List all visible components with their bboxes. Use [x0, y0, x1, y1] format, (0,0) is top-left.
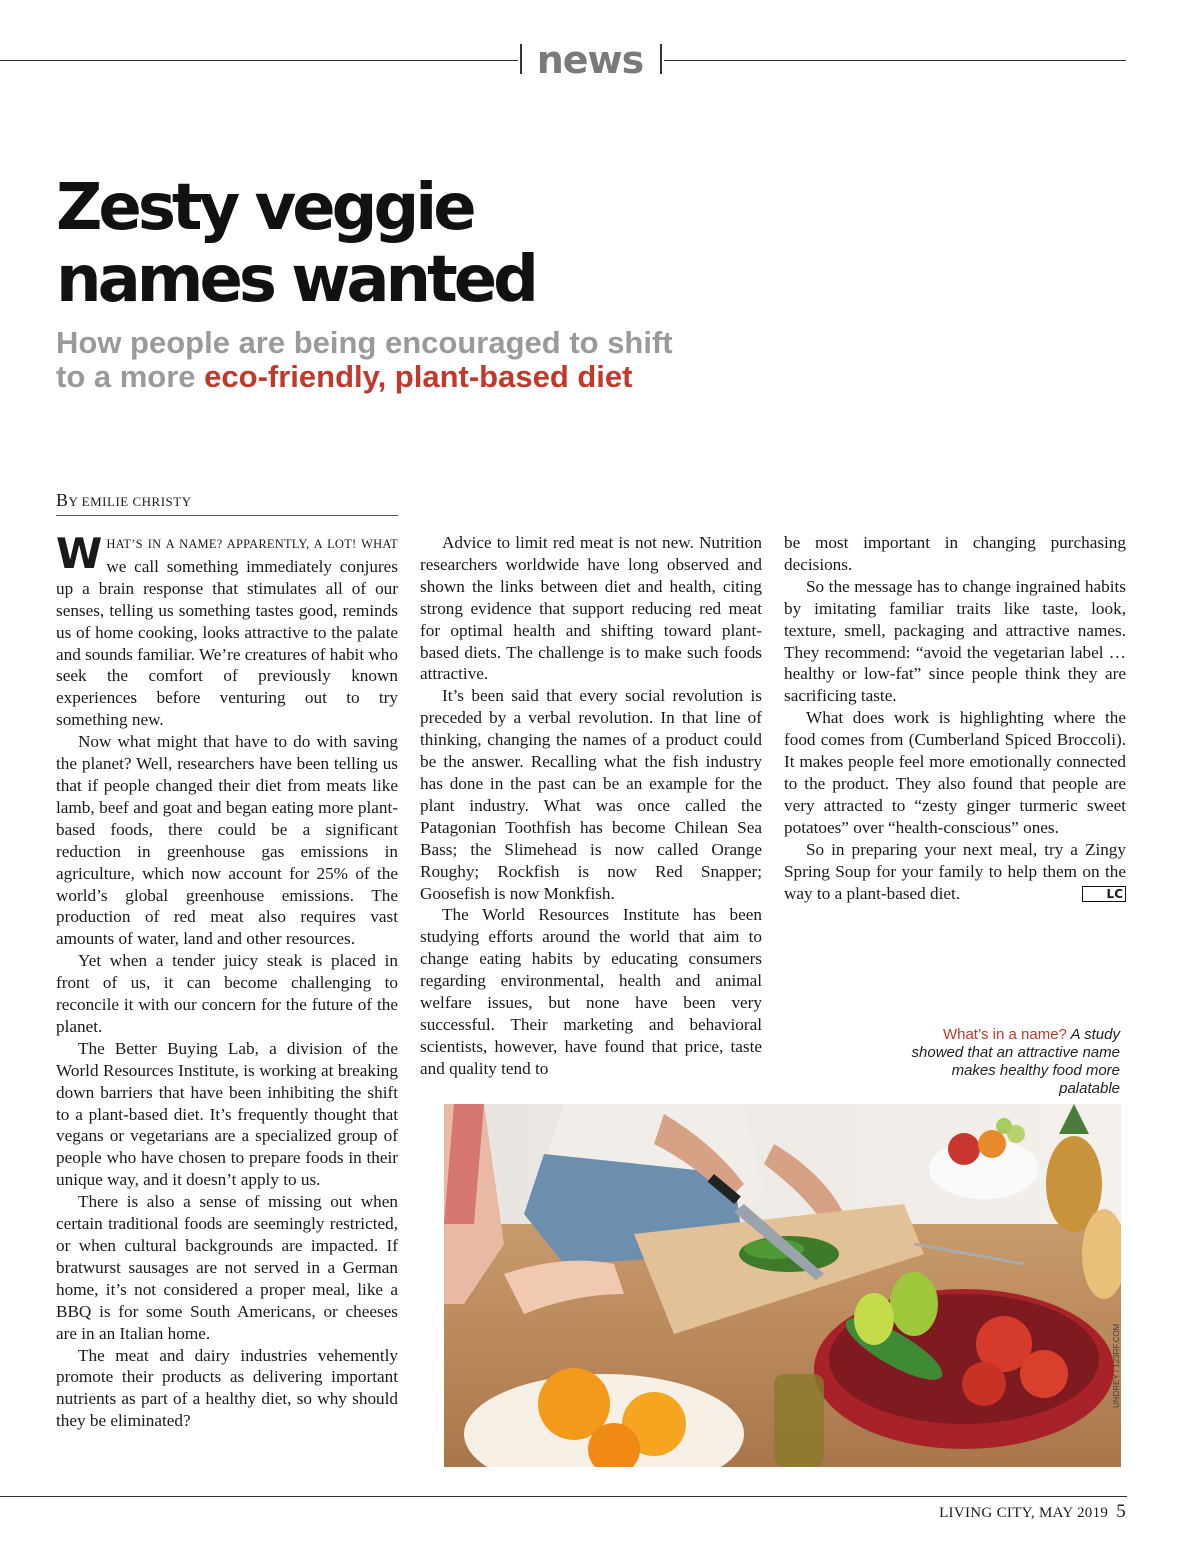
byline-initial: B	[56, 490, 69, 510]
page-number: 5	[1116, 1501, 1126, 1522]
headline-line-1: Zesty veggie	[56, 171, 473, 245]
caption-lead: What’s in a name?	[942, 1026, 1067, 1043]
publication-info: LIVING CITY, MAY 2019	[939, 1505, 1109, 1521]
byline-text: Y EMILIE CHRISTY	[68, 494, 192, 509]
photo-caption	[900, 1026, 1120, 1098]
paragraph-text: So in preparing your next meal, try a Zingy Spring Soup for your family to help them on the way to a plant-based diet.	[784, 839, 1126, 903]
subheadline	[56, 326, 756, 394]
article-column-3	[784, 532, 1126, 904]
footer-rule	[0, 1496, 1127, 1497]
paragraph: What does work is highlighting where the food comes from (Cumberland Spiced Broccoli). It makes people feel more emotionally connected to the product. They also found that people are very attracted to “zesty ginger turmeric sweet potatoes” over “health-conscious” ones.	[784, 708, 1126, 837]
byline	[56, 490, 398, 516]
paragraph: Advice to limit red meat is not new. Nutrition researchers worldwide have long observed and shown the links between diet and health, citing strong evidence that support reducing red meat for optimal health and shifting toward plant-based diets. The challenge is to make such foods attractive.	[420, 533, 762, 684]
paragraph: There is also a sense of missing out when certain traditional foods are seemingly restricted, or when cultural backgrounds are impacted. If bratwurst sausages are not served in a German home, it’s not considered a proper meal, like a BBQ is for some South Americans, or cheeses are in an Italian home.	[56, 1192, 398, 1343]
header-rule-right	[664, 60, 1126, 61]
header-rule-left	[0, 60, 518, 61]
paragraph: The meat and dairy industries vehemently promote their products as delivering important nutrients as part of a healthy diet, so why should they be eliminated?	[56, 1345, 398, 1431]
paragraph: be most important in changing purchasing decisions.	[784, 533, 1126, 574]
headline	[56, 172, 756, 316]
paragraph: The Better Buying Lab, a division of the World Resources Institute, is working at breaking down barriers that have been inhibiting the shift to a plant-based diet. It’s frequently thought that vegans or vegetarians are a specialized group of people who have chosen to prepare foods in their unique way, and it doesn’t apply to us.	[56, 1038, 398, 1190]
header-tick-right	[660, 44, 662, 74]
paragraph-text: we call something immediately conjures up a brain response that stimulates all of our senses, telling us something tastes good, reminds us of home cooking, looks attractive to the palate and sounds familiar. We’re creatures of habit who seek the comfort of previously known experiences before venturing out to try something new.	[56, 556, 398, 730]
subhead-accent: eco-friendly, plant-based diet	[204, 359, 633, 394]
end-mark-logo: LC	[1082, 886, 1126, 902]
subhead-lead: to a more	[56, 359, 205, 394]
section-label: news	[536, 38, 644, 82]
photo-credit: UNDREY / 123RF.COM	[1112, 1323, 1121, 1408]
paragraph	[784, 839, 1126, 905]
header-tick-left	[520, 44, 522, 74]
article-column-1	[56, 529, 398, 1432]
lead-in-caps: HAT’S IN A NAME? APPARENTLY, A LOT! WHAT	[106, 537, 398, 551]
food-prep-photo	[444, 1104, 1121, 1467]
subhead-line-2	[56, 360, 756, 394]
paragraph: The World Resources Institute has been studying efforts around the world that aim to change eating habits by educating consumers regarding environmental, health and animal welfare issues, but none have been very successful. Their marketing and behavioral scientists, however, have found that price, taste and quality tend to	[420, 905, 762, 1078]
drop-cap: W	[56, 529, 103, 578]
caption-text: A study showed that an attractive name makes healthy food more palatable	[911, 1026, 1120, 1097]
page-footer	[939, 1501, 1126, 1523]
paragraph: Yet when a tender juicy steak is placed in front of us, it can become challenging to reconcile it with our concern for the future of the planet.	[56, 951, 398, 1036]
paragraph: So the message has to change ingrained habits by imitating familiar traits like taste, look, texture, smell, packaging and attractive names. They recommend: “avoid the vegetarian label … healthy or low-fat” since people think they are sacrificing taste.	[784, 576, 1126, 706]
paragraph: It’s been said that every social revolution is preceded by a verbal revolution. In that line of thinking, changing the names of a product could be the answer. Recalling what the fish industry has done in the past can be an example for the plant industry. What was once called the Patagonian Toothfish has become Chilean Sea Bass; the Slimehead is now called Orange Roughy; Rockfish is now Red Snapper; Goosefish is now Monkfish.	[420, 686, 762, 903]
headline-line-2: names wanted	[56, 243, 535, 317]
paragraph: Now what might that have to do with saving the planet? Well, researchers have been telling us that if people changed their diet from meats like lamb, beef and goat and began eating more plant-based foods, there could be a significant reduction in greenhouse gas emissions in agriculture, which now account for 25% of the world’s global greenhouse emissions. The production of red meat also requires vast amounts of water, land and other resources.	[56, 732, 398, 949]
subhead-line-1: How people are being encouraged to shift	[56, 325, 673, 360]
paragraph	[56, 529, 398, 731]
article-column-2	[420, 532, 762, 1080]
